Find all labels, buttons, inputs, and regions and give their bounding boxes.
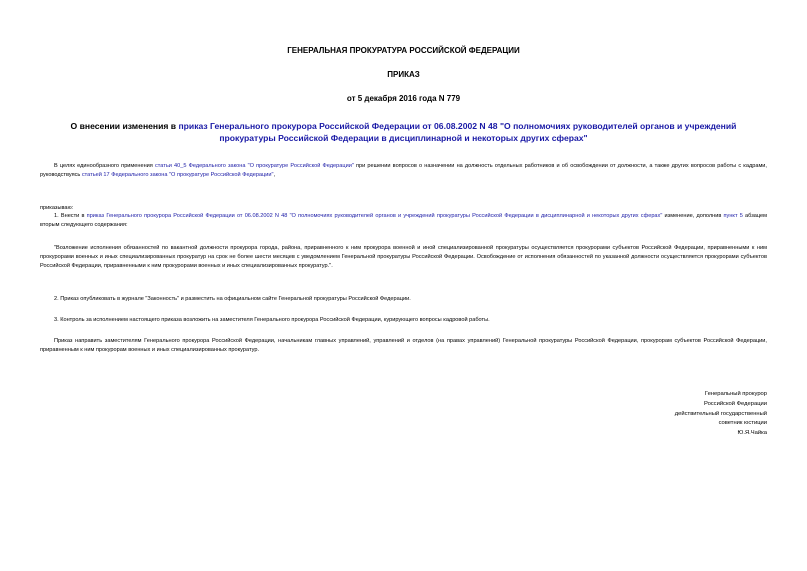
signature-name: Ю.Я.Чайка (737, 430, 767, 437)
p3-text-c: абзацем вторым следующего содержания: (40, 213, 767, 228)
signature-block (567, 390, 767, 439)
quoted-amendment-paragraph: "Возложение исполнения обязанностей по вакантной должности прокурора города, района, приравненного к ним прокурора военной и иной специализированной прокуратуры осуществляется прокурорами субъектов Российской Федерации, приравненными к ним прокурорами военных и иных специализированных прокуратур на срок не более шести месяцев с уведомлением Генеральной прокуратуры Российской Федерации. Освобождение от исполнения обязанностей по указанной должности осуществляется прокурорами субъектов Российской Федерации, приравненными к ним прокурорами военных и иных специализированных прокуратур.". (40, 245, 767, 269)
signature-line-1: Генеральный прокурор (704, 391, 767, 397)
document-type-heading: ПРИКАЗ (387, 70, 420, 79)
distribution-paragraph: Приказ направить заместителям Генерального прокурора Российской Федерации, начальникам главных управлений, управлений и отделов (на правах управлений) Генеральной прокуратуры Российской Федерации, прокурорам субъектов Российской Федерации, приравненным к ним прокурорам военных и иных специализированных прокуратур. (40, 338, 767, 353)
title-order-link[interactable]: приказ Генерального прокурора Российской Федерации от 06.08.2002 N 48 "О полномочиях руководителей органов и учреждений прокуратуры Российской Федерации в дисциплинарной и некоторых других сферах" (178, 121, 737, 143)
organization-heading: ГЕНЕРАЛЬНАЯ ПРОКУРАТУРА РОССИЙСКОЙ ФЕДЕРАЦИИ (287, 46, 520, 55)
p1-text-a: В целях единообразного применения (54, 163, 155, 169)
signature-line-2: Российской Федерации (703, 400, 767, 407)
order-word: приказываю: (40, 205, 74, 211)
law-article-40-5-link[interactable]: статьи 40_5 Федерального закона "О прокуратуре Российской Федерации" (154, 163, 354, 169)
preamble-paragraph (40, 162, 767, 180)
item-3-paragraph: 3. Контроль за исполнением настоящего приказа возложить на заместителя Генерального прокурора Российской Федерации, курирующего вопросы кадровой работы. (54, 317, 490, 323)
order-48-link[interactable]: приказ Генерального прокурора Российской Федерации от 06.08.2002 N 48 "О полномочиях руководителей органов и учреждений прокуратуры Российской Федерации в дисциплинарной и некоторых других сферах" (86, 213, 663, 219)
point-5-link[interactable]: пункт 5 (723, 213, 743, 219)
p3-text-a: 1. Внести в (54, 213, 87, 219)
document-title (60, 120, 747, 144)
law-article-17-link[interactable]: статьей 17 Федерального закона "О прокуратуре Российской Федерации" (81, 171, 274, 178)
signature-line-3: действительный государственный (674, 410, 767, 417)
p1-text-c: , (273, 171, 276, 178)
title-prefix: О внесении изменения в (70, 121, 179, 131)
item-2-paragraph: 2. Приказ опубликовать в журнале "Законность" и разместить на официальном сайте Генеральной прокуратуры Российской Федерации. (54, 296, 411, 302)
item-1-paragraph (40, 212, 767, 230)
signature-line-4: советник юстиции (718, 420, 767, 427)
date-number-heading: от 5 декабря 2016 года N 779 (346, 94, 461, 103)
p1-text-b: при решении вопросов о назначении на должность отдельных работников и об освобождении от должности, а также других вопросов работы с кадрами, руководствуясь (40, 163, 767, 178)
p3-text-b: изменение, дополнив (662, 213, 724, 219)
